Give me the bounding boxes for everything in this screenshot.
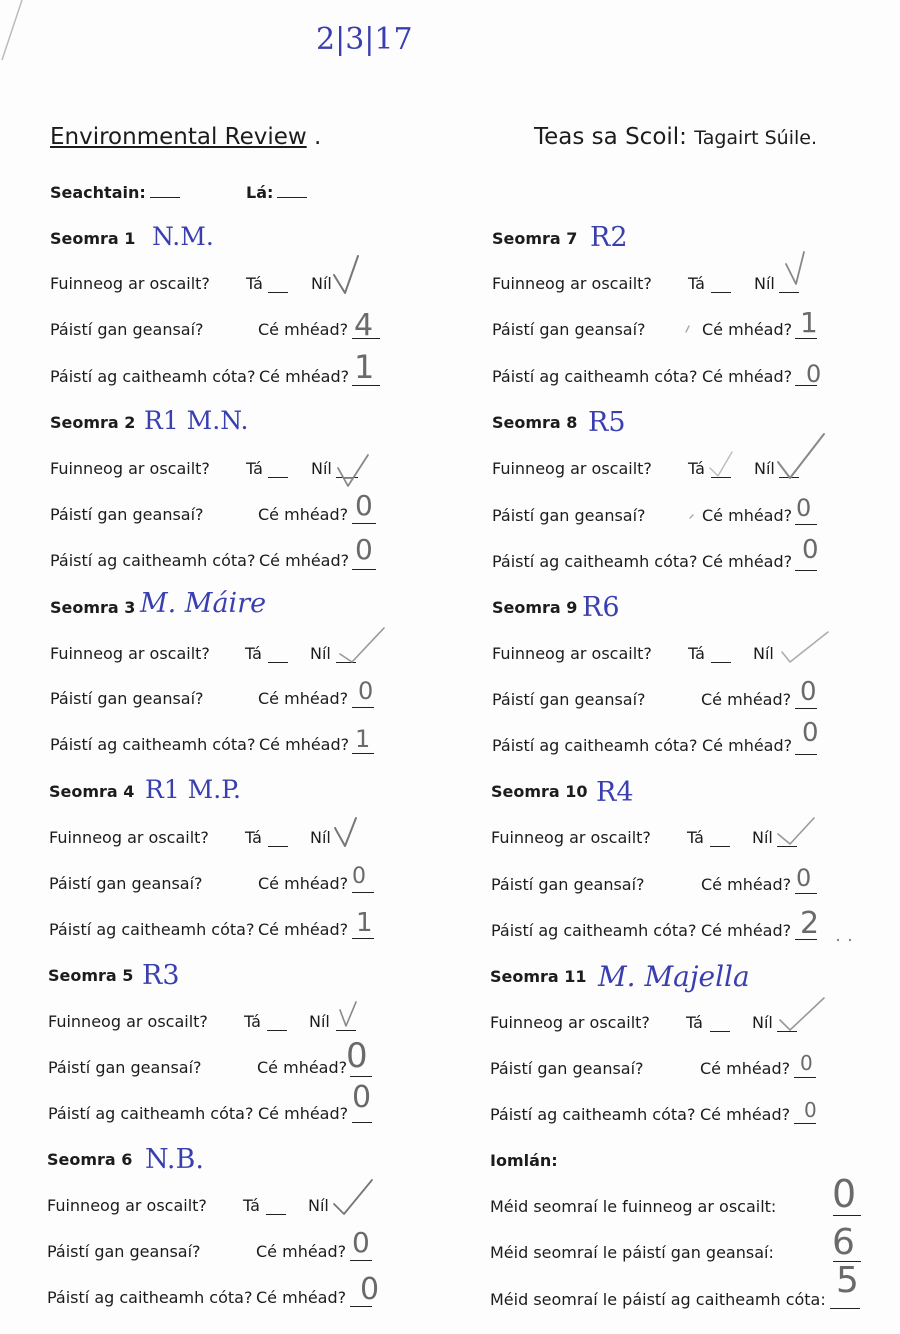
room-11-no-check <box>780 998 824 1030</box>
room-2-no-check <box>338 455 368 486</box>
room-label: Seomra 10 <box>491 782 588 801</box>
room-teacher: R2 <box>590 222 628 253</box>
coat-count: 0 <box>806 360 822 388</box>
how-many-label: Cé mhéad? <box>701 690 792 709</box>
room-10-dot <box>837 939 839 941</box>
how-many-label: Cé mhéad? <box>258 505 349 524</box>
no-jumper-question: Páistí gan geansaí? <box>50 689 204 708</box>
room-label: Seomra 4 <box>49 782 135 801</box>
coat-question: Páistí ag caitheamh cóta? <box>48 1104 254 1123</box>
week-label: Seachtain: <box>50 183 146 202</box>
option-no: Níl <box>753 644 774 663</box>
coat-question: Páistí ag caitheamh cóta? <box>50 735 256 754</box>
option-no: Níl <box>311 459 332 478</box>
total-no-jumper-value: 6 <box>832 1222 855 1263</box>
room-teacher: R4 <box>596 777 634 808</box>
room-teacher: R1 M.P. <box>145 775 241 804</box>
how-many-label: Cé mhéad? <box>259 551 350 570</box>
coat-count: 0 <box>360 1272 380 1307</box>
window-question: Fuinneog ar oscailt? <box>50 644 210 663</box>
coat-question: Páistí ag caitheamh cóta? <box>490 1105 696 1124</box>
room-label: Seomra 7 <box>492 229 578 248</box>
room-label: Seomra 1 <box>50 229 136 248</box>
how-many-label: Cé mhéad? <box>702 367 793 386</box>
room-teacher: R1 M.N. <box>144 406 249 435</box>
how-many-label: Cé mhéad? <box>702 736 793 755</box>
day-label: Lá: <box>246 183 274 202</box>
how-many-label: Cé mhéad? <box>258 1104 349 1123</box>
total-no-jumper-label: Méid seomraí le páistí gan geansaí: <box>490 1243 774 1262</box>
option-no: Níl <box>308 1196 329 1215</box>
room-teacher: M. Majella <box>598 960 750 993</box>
coat-question: Páistí ag caitheamh cóta? <box>49 920 255 939</box>
room-teacher: R3 <box>142 960 180 991</box>
option-yes: Tá <box>246 459 263 478</box>
total-coat-label: Méid seomraí le páistí ag caitheamh cóta: <box>490 1290 826 1309</box>
option-yes: Tá <box>246 274 263 293</box>
option-yes: Tá <box>686 1013 703 1032</box>
option-no: Níl <box>752 828 773 847</box>
room-10-no-check <box>778 818 814 844</box>
no-jumper-question: Páistí gan geansaí? <box>492 690 646 709</box>
no-jumper-question: Páistí gan geansaí? <box>50 505 204 524</box>
how-many-label: Cé mhéad? <box>258 874 349 893</box>
how-many-label: Cé mhéad? <box>256 1288 347 1307</box>
total-coat-value: 5 <box>836 1260 859 1301</box>
window-question: Fuinneog ar oscailt? <box>50 459 210 478</box>
how-many-label: Cé mhéad? <box>702 320 793 339</box>
no-jumper-question: Páistí gan geansaí? <box>492 506 646 525</box>
window-question: Fuinneog ar oscailt? <box>47 1196 207 1215</box>
room-teacher: R5 <box>588 407 626 438</box>
room-9-no-check <box>782 632 828 662</box>
how-many-label: Cé mhéad? <box>259 735 350 754</box>
how-many-label: Cé mhéad? <box>256 1242 347 1261</box>
no-jumper-question: Páistí gan geansaí? <box>490 1059 644 1078</box>
room-7-stray-mark <box>686 326 689 332</box>
no-jumper-count: 0 <box>352 864 366 889</box>
coat-question: Páistí ag caitheamh cóta? <box>47 1288 253 1307</box>
no-jumper-question: Páistí gan geansaí? <box>48 1058 202 1077</box>
no-jumper-count: 0 <box>346 1036 368 1076</box>
room-label: Seomra 6 <box>47 1150 133 1169</box>
option-no: Níl <box>311 274 332 293</box>
room-3-no-check <box>340 628 384 662</box>
room-8-yes-check <box>710 452 732 476</box>
room-teacher: N.M. <box>152 222 214 251</box>
no-jumper-count: 0 <box>355 489 373 522</box>
room-8-stray-mark <box>690 515 693 518</box>
coat-question: Páistí ag caitheamh cóta? <box>491 921 697 940</box>
window-question: Fuinneog ar oscailt? <box>490 1013 650 1032</box>
room-label: Seomra 5 <box>48 966 134 985</box>
coat-count: 0 <box>802 718 819 748</box>
room-6-no-check <box>334 1180 372 1214</box>
coat-count: 1 <box>356 908 373 938</box>
window-question: Fuinneog ar oscailt? <box>49 828 209 847</box>
room-label: Seomra 9 <box>492 598 578 617</box>
option-yes: Tá <box>687 828 704 847</box>
no-jumper-count: 0 <box>352 1226 370 1259</box>
option-yes: Tá <box>245 644 262 663</box>
how-many-label: Cé mhéad? <box>700 1059 791 1078</box>
no-jumper-count: 0 <box>800 1051 813 1075</box>
no-jumper-count: 0 <box>800 677 817 707</box>
totals-title: Iomlán: <box>490 1151 558 1170</box>
total-window-value: 0 <box>832 1172 857 1216</box>
title-text: Environmental Review <box>50 124 307 150</box>
option-yes: Tá <box>244 1012 261 1031</box>
room-label: Seomra 2 <box>50 413 136 432</box>
window-question: Fuinneog ar oscailt? <box>492 644 652 663</box>
no-jumper-question: Páistí gan geansaí? <box>47 1242 201 1261</box>
how-many-label: Cé mhéad? <box>702 506 793 525</box>
coat-count: 0 <box>352 1080 372 1115</box>
no-jumper-count: 1 <box>800 306 818 339</box>
option-no: Níl <box>754 459 775 478</box>
option-yes: Tá <box>688 644 705 663</box>
room-10-dot <box>849 939 851 941</box>
how-many-label: Cé mhéad? <box>258 320 349 339</box>
room-4-no-check <box>335 818 356 846</box>
how-many-label: Cé mhéad? <box>258 920 349 939</box>
option-yes: Tá <box>243 1196 260 1215</box>
no-jumper-question: Páistí gan geansaí? <box>492 320 646 339</box>
option-no: Níl <box>752 1013 773 1032</box>
coat-question: Páistí ag caitheamh cóta? <box>50 367 256 386</box>
room-label: Seomra 3 <box>50 598 136 617</box>
option-yes: Tá <box>688 274 705 293</box>
option-yes: Tá <box>688 459 705 478</box>
room-7-no-check <box>786 252 804 284</box>
window-question: Fuinneog ar oscailt? <box>491 828 651 847</box>
subtitle-main: Teas sa Scoil: <box>534 124 687 150</box>
no-jumper-count: 0 <box>796 494 812 522</box>
subtitle-sub: Tagairt Súile. <box>694 127 818 149</box>
window-question: Fuinneog ar oscailt? <box>50 274 210 293</box>
coat-count: 0 <box>802 535 819 565</box>
no-jumper-count: 0 <box>796 864 812 892</box>
option-no: Níl <box>309 1012 330 1031</box>
room-teacher: R6 <box>582 592 620 623</box>
total-window-label: Méid seomraí le fuinneog ar oscailt: <box>490 1197 777 1216</box>
how-many-label: Cé mhéad? <box>258 689 349 708</box>
room-1-no-check <box>334 256 358 293</box>
room-teacher: N.B. <box>145 1144 204 1175</box>
coat-count: 1 <box>354 348 375 386</box>
coat-question: Páistí ag caitheamh cóta? <box>492 367 698 386</box>
coat-count: 2 <box>800 906 820 941</box>
room-8-no-check <box>778 434 824 478</box>
coat-count: 0 <box>804 1098 817 1122</box>
coat-count: 0 <box>355 533 373 566</box>
room-label: Seomra 8 <box>492 413 578 432</box>
coat-question: Páistí ag caitheamh cóta? <box>50 551 256 570</box>
how-many-label: Cé mhéad? <box>701 875 792 894</box>
how-many-label: Cé mhéad? <box>257 1058 348 1077</box>
option-no: Níl <box>310 828 331 847</box>
no-jumper-count: 4 <box>354 308 374 343</box>
no-jumper-question: Páistí gan geansaí? <box>49 874 203 893</box>
coat-question: Páistí ag caitheamh cóta? <box>492 552 698 571</box>
no-jumper-question: Páistí gan geansaí? <box>50 320 204 339</box>
how-many-label: Cé mhéad? <box>702 552 793 571</box>
option-no: Níl <box>754 274 775 293</box>
how-many-label: Cé mhéad? <box>259 367 350 386</box>
room-5-no-check <box>340 1002 356 1026</box>
handwritten-date: 2|3|17 <box>316 22 413 57</box>
window-question: Fuinneog ar oscailt? <box>48 1012 208 1031</box>
no-jumper-question: Páistí gan geansaí? <box>491 875 645 894</box>
room-teacher: M. Máire <box>140 588 267 619</box>
how-many-label: Cé mhéad? <box>701 921 792 940</box>
title-period: . <box>314 124 322 150</box>
coat-count: 1 <box>355 725 371 753</box>
option-no: Níl <box>310 644 331 663</box>
room-label: Seomra 11 <box>490 967 587 986</box>
option-yes: Tá <box>245 828 262 847</box>
coat-question: Páistí ag caitheamh cóta? <box>492 736 698 755</box>
no-jumper-count: 0 <box>358 677 374 705</box>
window-question: Fuinneog ar oscailt? <box>492 459 652 478</box>
window-question: Fuinneog ar oscailt? <box>492 274 652 293</box>
how-many-label: Cé mhéad? <box>700 1105 791 1124</box>
